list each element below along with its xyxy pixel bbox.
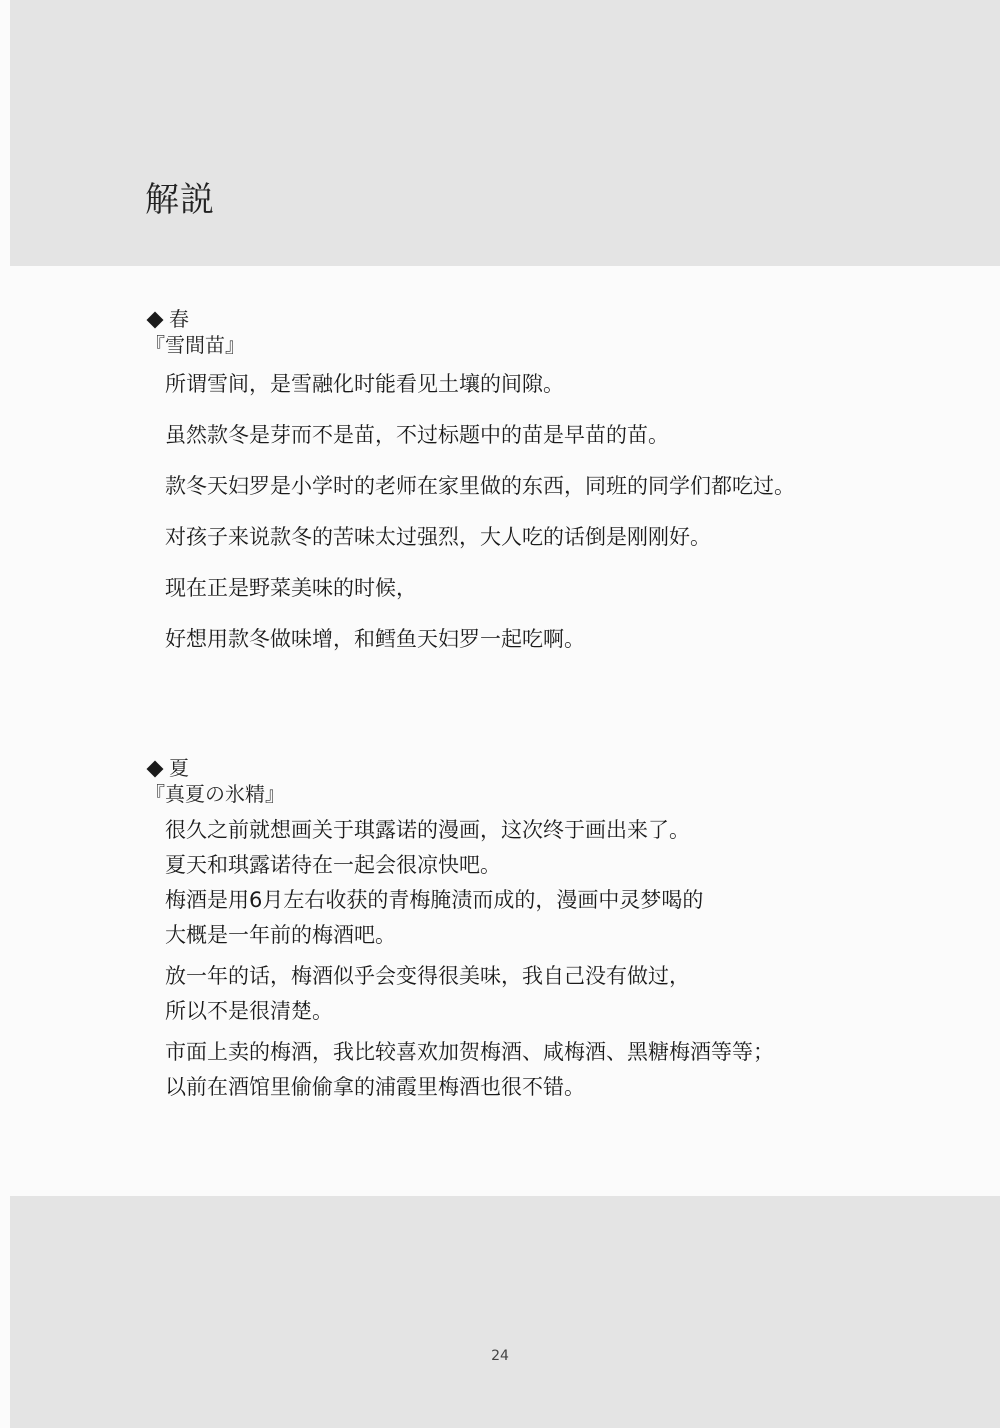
text-line: 款冬天妇罗是小学时的老师在家里做的东西，同班的同学们都吃过。: [165, 474, 795, 498]
text-line: 所谓雪间，是雪融化时能看见土壤的间隙。: [165, 372, 564, 396]
text-line: 以前在酒馆里偷偷拿的浦霞里梅酒也很不错。: [165, 1075, 585, 1099]
diamond-bullet-icon: [147, 760, 164, 777]
summer-section: [145, 755, 975, 1105]
season-heading: [145, 306, 975, 332]
text-line: 所以不是很清楚。: [165, 999, 333, 1023]
season-label: 夏: [169, 756, 189, 780]
season-label: 春: [169, 307, 189, 331]
season-heading: [145, 755, 975, 781]
footer-band: [10, 1196, 1000, 1428]
text-line: 市面上卖的梅酒，我比较喜欢加贺梅酒、咸梅酒、黑糖梅酒等等；: [165, 1040, 774, 1064]
text-line: 好想用款冬做味增，和鳕鱼天妇罗一起吃啊。: [165, 627, 585, 651]
page-number: 24: [491, 1348, 509, 1364]
text-line: 放一年的话，梅酒似乎会变得很美味，我自己没有做过，: [165, 964, 690, 988]
commentary-lines: [145, 366, 975, 658]
header-band: [10, 0, 1000, 266]
text-line: 夏天和琪露诺待在一起会很凉快吧。: [165, 853, 501, 877]
page-title: 解説: [145, 180, 215, 220]
text-line: 现在正是野菜美味的时候，: [165, 576, 417, 600]
diamond-bullet-icon: [147, 311, 164, 328]
spring-section: [145, 306, 975, 672]
commentary-lines: [145, 813, 975, 1105]
text-line: 梅酒是用6月左右收获的青梅腌渍而成的，漫画中灵梦喝的: [165, 888, 704, 912]
text-line: 大概是一年前的梅酒吧。: [165, 923, 396, 947]
text-line: 很久之前就想画关于琪露诺的漫画，这次终于画出来了。: [165, 818, 690, 842]
text-line: 虽然款冬是芽而不是苗，不过标题中的苗是早苗的苗。: [165, 423, 669, 447]
work-title: 『雪間苗』: [145, 333, 245, 357]
text-line: 对孩子来说款冬的苦味太过强烈，大人吃的话倒是刚刚好。: [165, 525, 711, 549]
work-title: 『真夏の氷精』: [145, 782, 285, 806]
